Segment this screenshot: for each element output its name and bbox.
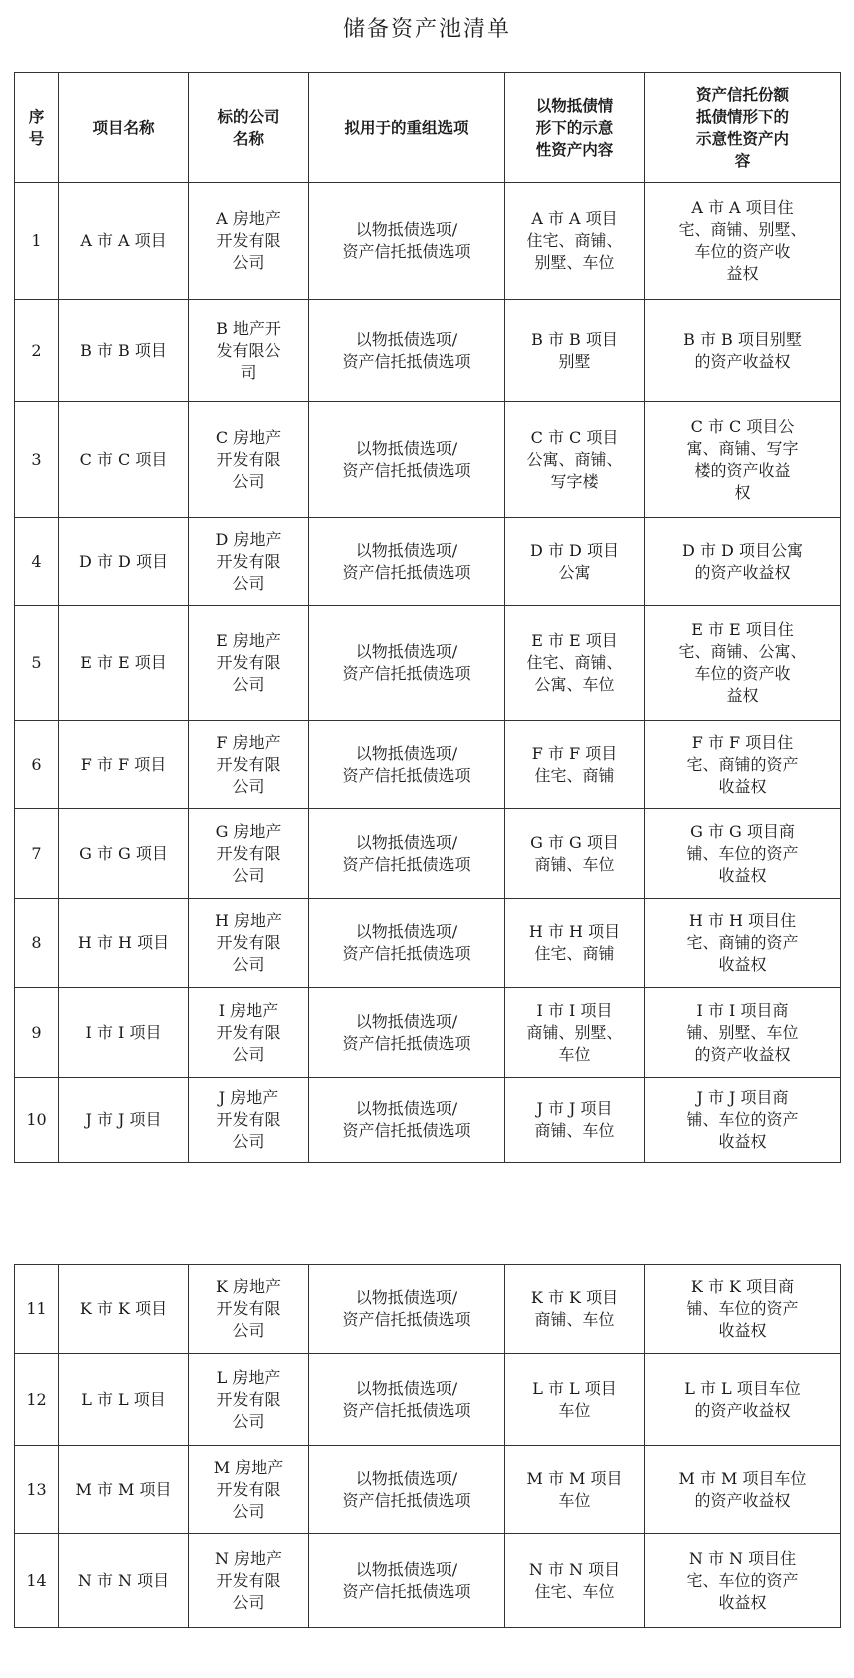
cell-project: J 市 J 项目	[59, 1078, 189, 1163]
cell-project: A 市 A 项目	[59, 183, 189, 300]
cell-assets-in-kind: B 市 B 项目 别墅	[505, 300, 645, 402]
cell-trust-assets: K 市 K 项目商 铺、车位的资产 收益权	[645, 1265, 841, 1354]
cell-company: L 房地产 开发有限 公司	[189, 1354, 309, 1446]
cell-assets-in-kind: L 市 L 项目 车位	[505, 1354, 645, 1446]
cell-trust-assets: A 市 A 项目住 宅、商铺、别墅、 车位的资产收 益权	[645, 183, 841, 300]
cell-project: M 市 M 项目	[59, 1446, 189, 1534]
cell-option: 以物抵债选项/ 资产信托抵债选项	[309, 1354, 505, 1446]
cell-project: F 市 F 项目	[59, 721, 189, 809]
cell-option: 以物抵债选项/ 资产信托抵债选项	[309, 402, 505, 518]
cell-trust-assets: M 市 M 项目车位 的资产收益权	[645, 1446, 841, 1534]
cell-no: 8	[15, 899, 59, 988]
cell-assets-in-kind: C 市 C 项目 公寓、商铺、 写字楼	[505, 402, 645, 518]
cell-project: I 市 I 项目	[59, 988, 189, 1078]
cell-option: 以物抵债选项/ 资产信托抵债选项	[309, 1265, 505, 1354]
cell-no: 9	[15, 988, 59, 1078]
header-trust-assets: 资产信托份额 抵债情形下的 示意性资产内 容	[645, 73, 841, 183]
cell-company: K 房地产 开发有限 公司	[189, 1265, 309, 1354]
cell-option: 以物抵债选项/ 资产信托抵债选项	[309, 606, 505, 721]
cell-option: 以物抵债选项/ 资产信托抵债选项	[309, 809, 505, 899]
cell-project: E 市 E 项目	[59, 606, 189, 721]
table-row	[15, 183, 841, 300]
cell-trust-assets: E 市 E 项目住 宅、商铺、公寓、 车位的资产收 益权	[645, 606, 841, 721]
table-row	[15, 721, 841, 809]
cell-trust-assets: J 市 J 项目商 铺、车位的资产 收益权	[645, 1078, 841, 1163]
header-assets-in-kind: 以物抵债情 形下的示意 性资产内容	[505, 73, 645, 183]
table-row	[15, 1354, 841, 1446]
cell-assets-in-kind: H 市 H 项目 住宅、商铺	[505, 899, 645, 988]
cell-option: 以物抵债选项/ 资产信托抵债选项	[309, 518, 505, 606]
table-row	[15, 518, 841, 606]
cell-project: B 市 B 项目	[59, 300, 189, 402]
cell-no: 14	[15, 1534, 59, 1628]
cell-no: 2	[15, 300, 59, 402]
cell-assets-in-kind: M 市 M 项目 车位	[505, 1446, 645, 1534]
cell-company: J 房地产 开发有限 公司	[189, 1078, 309, 1163]
table-row	[15, 1078, 841, 1163]
cell-no: 6	[15, 721, 59, 809]
cell-trust-assets: N 市 N 项目住 宅、车位的资产 收益权	[645, 1534, 841, 1628]
cell-trust-assets: C 市 C 项目公 寓、商铺、写字 楼的资产收益 权	[645, 402, 841, 518]
header-no: 序 号	[15, 73, 59, 183]
cell-assets-in-kind: I 市 I 项目 商铺、别墅、 车位	[505, 988, 645, 1078]
cell-option: 以物抵债选项/ 资产信托抵债选项	[309, 721, 505, 809]
cell-trust-assets: F 市 F 项目住 宅、商铺的资产 收益权	[645, 721, 841, 809]
cell-company: B 地产开 发有限公 司	[189, 300, 309, 402]
cell-assets-in-kind: K 市 K 项目 商铺、车位	[505, 1265, 645, 1354]
table-row	[15, 300, 841, 402]
cell-option: 以物抵债选项/ 资产信托抵债选项	[309, 1446, 505, 1534]
cell-company: E 房地产 开发有限 公司	[189, 606, 309, 721]
cell-option: 以物抵债选项/ 资产信托抵债选项	[309, 183, 505, 300]
cell-project: L 市 L 项目	[59, 1354, 189, 1446]
cell-no: 4	[15, 518, 59, 606]
cell-company: D 房地产 开发有限 公司	[189, 518, 309, 606]
cell-trust-assets: G 市 G 项目商 铺、车位的资产 收益权	[645, 809, 841, 899]
cell-company: I 房地产 开发有限 公司	[189, 988, 309, 1078]
cell-assets-in-kind: E 市 E 项目 住宅、商铺、 公寓、车位	[505, 606, 645, 721]
cell-trust-assets: H 市 H 项目住 宅、商铺的资产 收益权	[645, 899, 841, 988]
cell-no: 10	[15, 1078, 59, 1163]
cell-no: 5	[15, 606, 59, 721]
table-row	[15, 402, 841, 518]
cell-option: 以物抵债选项/ 资产信托抵债选项	[309, 1534, 505, 1628]
cell-option: 以物抵债选项/ 资产信托抵债选项	[309, 1078, 505, 1163]
cell-project: C 市 C 项目	[59, 402, 189, 518]
cell-assets-in-kind: J 市 J 项目 商铺、车位	[505, 1078, 645, 1163]
cell-no: 1	[15, 183, 59, 300]
cell-company: M 房地产 开发有限 公司	[189, 1446, 309, 1534]
cell-option: 以物抵债选项/ 资产信托抵债选项	[309, 300, 505, 402]
cell-no: 11	[15, 1265, 59, 1354]
asset-pool-table-continued	[14, 1264, 841, 1628]
table-row	[15, 1265, 841, 1354]
cell-project: N 市 N 项目	[59, 1534, 189, 1628]
table-row	[15, 1534, 841, 1628]
cell-assets-in-kind: G 市 G 项目 商铺、车位	[505, 809, 645, 899]
table-row	[15, 899, 841, 988]
table-row	[15, 809, 841, 899]
cell-trust-assets: I 市 I 项目商 铺、别墅、车位 的资产收益权	[645, 988, 841, 1078]
table-row	[15, 1446, 841, 1534]
cell-company: A 房地产 开发有限 公司	[189, 183, 309, 300]
cell-project: H 市 H 项目	[59, 899, 189, 988]
cell-project: K 市 K 项目	[59, 1265, 189, 1354]
cell-option: 以物抵债选项/ 资产信托抵债选项	[309, 899, 505, 988]
cell-assets-in-kind: D 市 D 项目 公寓	[505, 518, 645, 606]
cell-no: 7	[15, 809, 59, 899]
table-row	[15, 606, 841, 721]
header-company: 标的公司 名称	[189, 73, 309, 183]
header-option: 拟用于的重组选项	[309, 73, 505, 183]
cell-option: 以物抵债选项/ 资产信托抵债选项	[309, 988, 505, 1078]
cell-assets-in-kind: N 市 N 项目 住宅、车位	[505, 1534, 645, 1628]
cell-no: 3	[15, 402, 59, 518]
asset-pool-table	[14, 72, 841, 1163]
cell-no: 12	[15, 1354, 59, 1446]
cell-company: N 房地产 开发有限 公司	[189, 1534, 309, 1628]
cell-project: G 市 G 项目	[59, 809, 189, 899]
cell-assets-in-kind: A 市 A 项目 住宅、商铺、 别墅、车位	[505, 183, 645, 300]
cell-no: 13	[15, 1446, 59, 1534]
cell-trust-assets: L 市 L 项目车位 的资产收益权	[645, 1354, 841, 1446]
cell-assets-in-kind: F 市 F 项目 住宅、商铺	[505, 721, 645, 809]
cell-company: H 房地产 开发有限 公司	[189, 899, 309, 988]
cell-company: F 房地产 开发有限 公司	[189, 721, 309, 809]
cell-company: G 房地产 开发有限 公司	[189, 809, 309, 899]
cell-company: C 房地产 开发有限 公司	[189, 402, 309, 518]
cell-trust-assets: B 市 B 项目别墅 的资产收益权	[645, 300, 841, 402]
cell-trust-assets: D 市 D 项目公寓 的资产收益权	[645, 518, 841, 606]
table-row	[15, 988, 841, 1078]
table-header-row	[15, 73, 841, 183]
page-title: 储备资产池清单	[342, 17, 511, 42]
header-project: 项目名称	[59, 73, 189, 183]
cell-project: D 市 D 项目	[59, 518, 189, 606]
